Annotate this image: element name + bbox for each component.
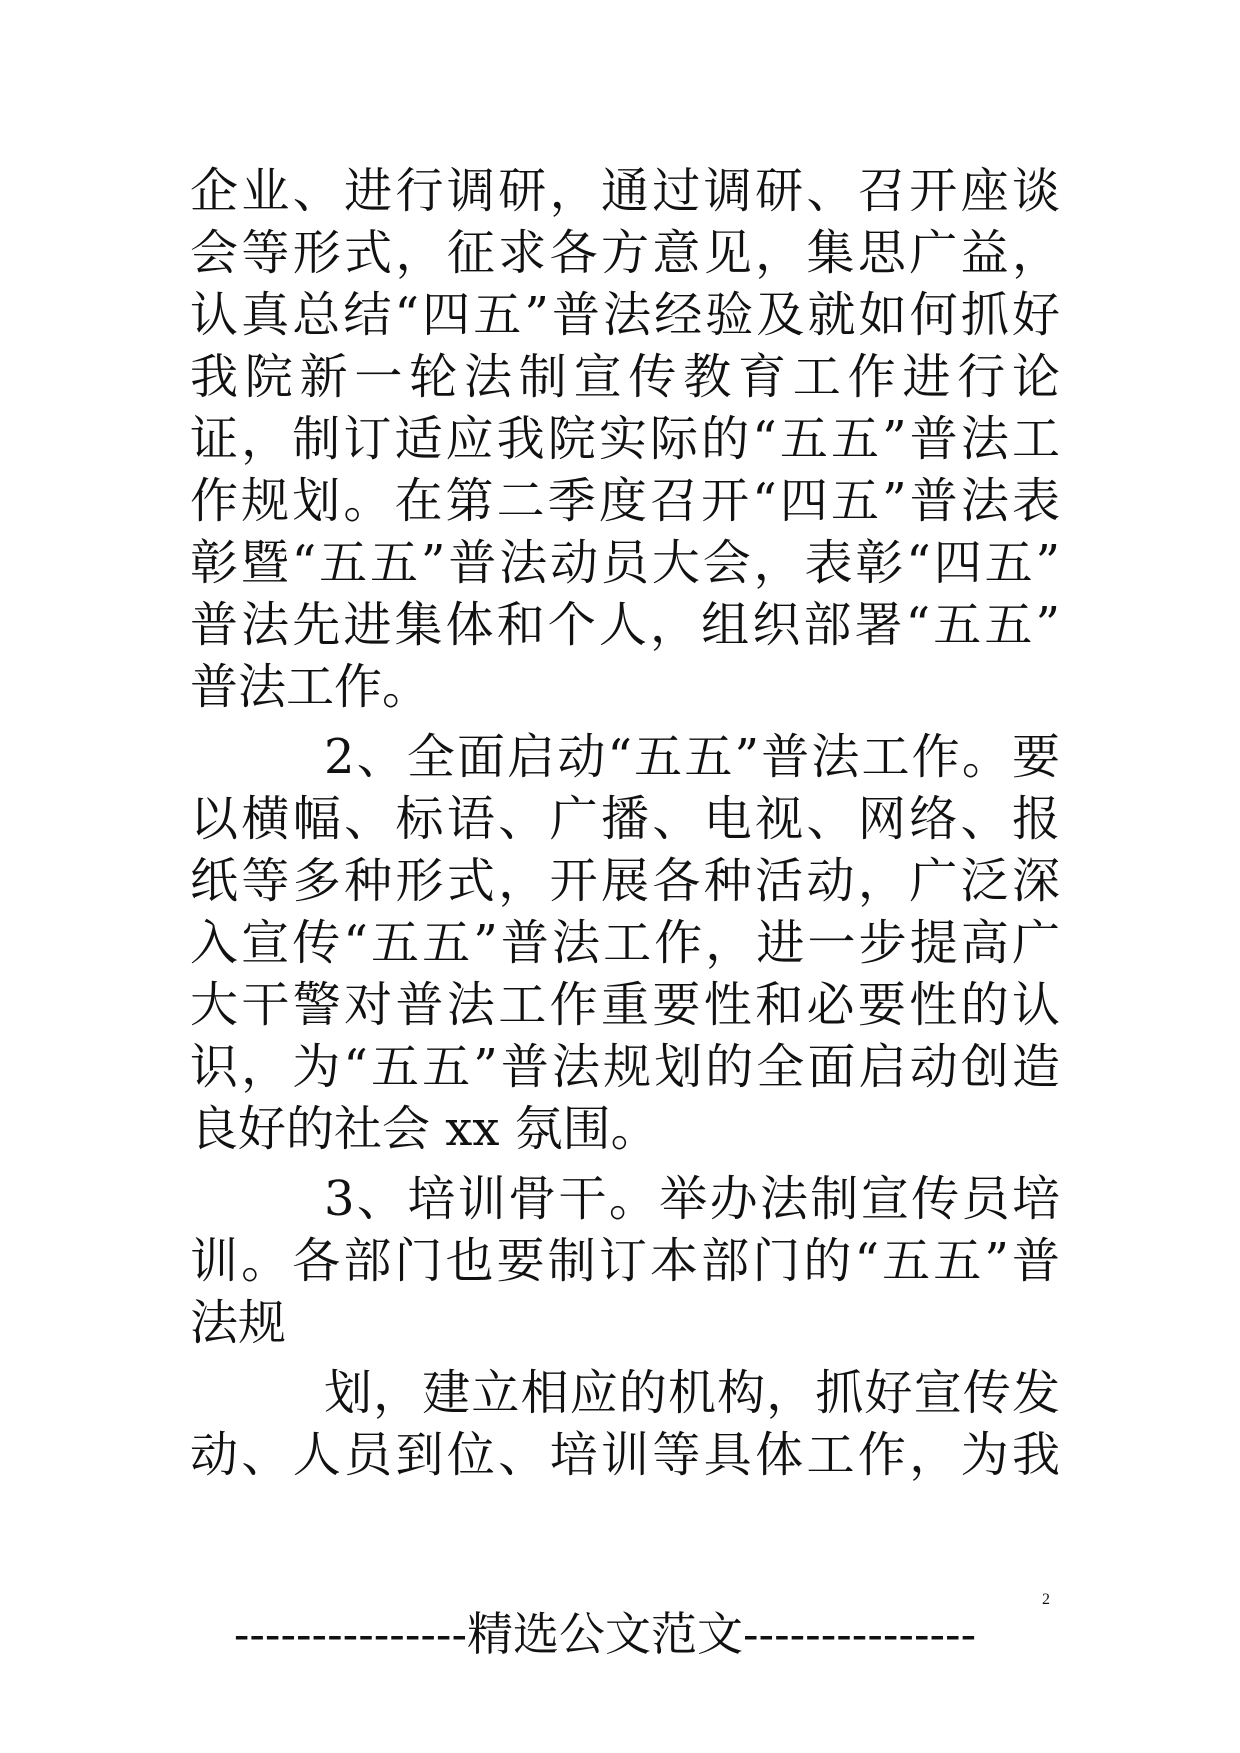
text-line: 作规划。在第二季度召开“四五”普法表 bbox=[190, 473, 1060, 529]
document-body bbox=[190, 160, 1060, 1486]
text-line: 企业、进行调研，通过调研、召开座谈 bbox=[190, 163, 1060, 219]
text-line: 划，建立相应的机构，抓好宣传发 bbox=[324, 1365, 1060, 1421]
text-line: 以横幅、标语、广播、电视、网络、报 bbox=[190, 791, 1060, 847]
text-line: 训。各部门也要制订本部门的“五五”普 bbox=[190, 1233, 1060, 1289]
text-line: 认真总结“四五”普法经验及就如何抓好 bbox=[190, 287, 1060, 343]
page-number: 2 bbox=[1042, 1591, 1050, 1608]
text-line: 入宣传“五五”普法工作，进一步提高广 bbox=[190, 915, 1060, 971]
page-footer: ---------------精选公文范文--------------- bbox=[233, 1607, 977, 1661]
text-line: 普法先进集体和个人，组织部署“五五” bbox=[190, 597, 1060, 653]
text-line: 证，制订适应我院实际的“五五”普法工 bbox=[190, 411, 1060, 467]
paragraph-1 bbox=[190, 160, 1060, 718]
text-line: 动、人员到位、培训等具体工作，为我 bbox=[190, 1427, 1060, 1483]
text-line: 大干警对普法工作重要性和必要性的认 bbox=[190, 977, 1060, 1033]
text-line: 普法工作。 bbox=[190, 659, 431, 715]
paragraph-2 bbox=[190, 726, 1060, 1160]
paragraph-3 bbox=[190, 1168, 1060, 1354]
text-line: 良好的社会 xx 氛围。 bbox=[190, 1101, 659, 1157]
text-line: 法规 bbox=[190, 1295, 287, 1351]
text-line: 纸等多种形式，开展各种活动，广泛深 bbox=[190, 853, 1060, 909]
text-line: 会等形式，征求各方意见，集思广益， bbox=[190, 225, 1060, 281]
paragraph-4 bbox=[190, 1362, 1060, 1486]
text-line: 2、全面启动“五五”普法工作。要 bbox=[324, 729, 1060, 785]
text-line: 3、培训骨干。举办法制宣传员培 bbox=[324, 1171, 1060, 1227]
text-line: 彰暨“五五”普法动员大会，表彰“四五” bbox=[190, 535, 1060, 591]
text-line: 我院新一轮法制宣传教育工作进行论 bbox=[190, 349, 1060, 405]
text-line: 识，为“五五”普法规划的全面启动创造 bbox=[190, 1039, 1060, 1095]
